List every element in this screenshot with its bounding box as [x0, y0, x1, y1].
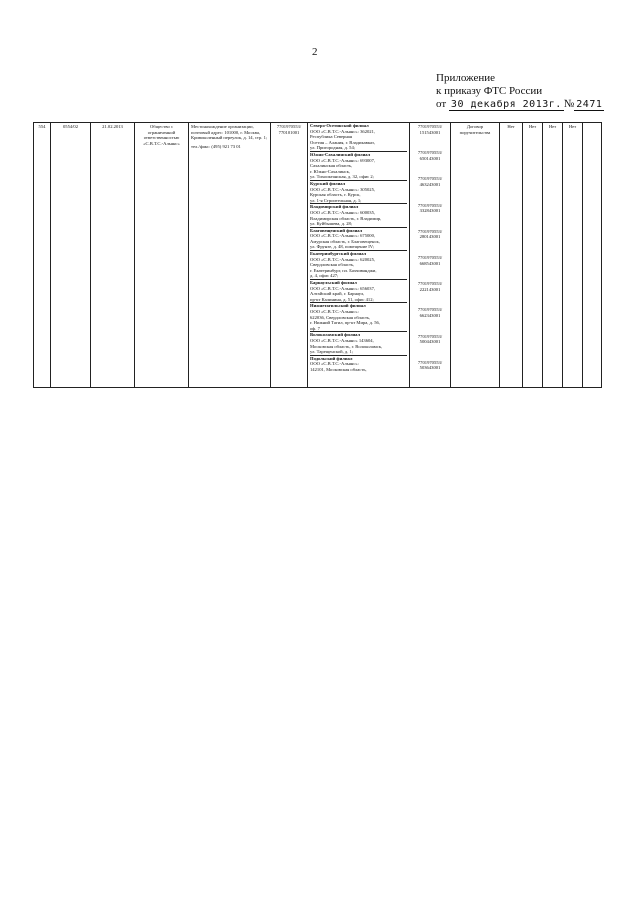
branch-address-line: ООО «С.В.Т.С.-Альянс»: — [310, 361, 359, 367]
cell-inn: 7701970553/ 770101001 — [271, 123, 308, 388]
cell-code: 0554/02 — [51, 123, 91, 388]
branch-address-line: Московская область, г. Волоколамск, — [310, 343, 383, 349]
branch-entry — [310, 123, 407, 151]
branch-address-line: ул. Куйбышева, д. 28; — [310, 221, 353, 227]
branch-address-line: Сахалинская область, — [310, 163, 353, 169]
table-row — [34, 123, 602, 388]
branch-inn: 7701970553/ 280143001 — [417, 228, 443, 240]
page-number: 2 — [312, 46, 318, 58]
branch-address-line: д. 4, офис 427; — [310, 273, 339, 279]
branch-address-line: ООО «С.В.Т.С.-Альянс»: 675000, — [310, 233, 376, 239]
branch-entry — [310, 250, 407, 279]
branch-name: Екатеринбургский филиал — [310, 251, 367, 257]
branch-inn-list — [412, 124, 448, 371]
branch-address-line: Владимирская область, г. Владимир, — [310, 215, 382, 221]
branch-name: Волоколамский филиал — [310, 332, 361, 338]
branch-address-line: 622036, Свердловская область, — [310, 314, 371, 320]
branch-address-line: Курская область, г. Курск, — [310, 192, 361, 198]
branch-address-line: ООО «С.В.Т.С.-Альянс»: 693007, — [310, 157, 376, 163]
cell-empty — [583, 123, 602, 388]
branch-address-line: Свердловская область, — [310, 262, 355, 268]
order-number: 2471 — [576, 99, 603, 110]
cell-branches — [308, 123, 410, 388]
branch-name: Барнаульский филиал — [310, 280, 357, 286]
branch-address-line: Амурская область, г. Благовещенск, — [310, 238, 380, 244]
branch-name: Южно-Сахалинский филиал — [310, 151, 371, 157]
branch-name: Курский филиал — [310, 180, 346, 186]
branch-entry — [310, 302, 407, 331]
branch-inn: 7701970553/ 662343001 — [417, 307, 443, 318]
cell-branch-inns — [410, 123, 451, 388]
branch-name: Подольский филиал — [310, 355, 353, 361]
registry-table-wrap — [33, 122, 601, 388]
registry-table — [33, 122, 602, 388]
order-date: 30 декабря 2013г. — [450, 99, 562, 110]
branch-address-line: 142101, Московская область, — [310, 366, 367, 372]
appendix-date-line — [436, 98, 604, 111]
number-prefix: № — [563, 98, 575, 110]
branch-entry — [310, 180, 407, 203]
branch-address-line: ул. 1-я Строительная, д. 1; — [310, 197, 362, 203]
branch-address-line: Осетия – Алания, г. Владикавказ, — [310, 139, 375, 145]
branch-address-line: Алтайский край, г. Барнаул, — [310, 291, 365, 297]
branch-entry — [310, 203, 407, 226]
branch-address-line: пр-кт Калинина, д. 51, офис 412; — [310, 296, 374, 302]
branch-address-line: г. Южно-Сахалинск, — [310, 168, 350, 174]
branch-address-line: ООО «С.В.Т.С.-Альянс»: 600035, — [310, 209, 376, 215]
branch-name: Владимирский филиал — [310, 204, 359, 210]
branch-address-line: ул. Тарещенской, д. 1; — [310, 349, 354, 355]
branch-inn: 7701970553/ 500443001 — [417, 333, 443, 345]
branch-name: Нижнетагильский филиал — [310, 303, 366, 309]
cell-date: 21.02.2013 — [91, 123, 135, 388]
cell-flag-c: Нет — [543, 123, 563, 388]
branch-name: Благовещенский филиал — [310, 227, 363, 233]
branch-address-line: ООО «С.В.Т.С.-Альянс»: 362021, — [310, 128, 376, 134]
cell-basis: Договор поручительства — [451, 123, 500, 388]
branch-address-line: ул. Тихоокеанская, д. 32, офис 2; — [310, 174, 374, 180]
branch-address-line: оф. 7 — [310, 325, 320, 331]
branch-address-line: ул. Пригородная, д. 54; — [310, 145, 356, 151]
appendix-order: к приказу ФТС России — [436, 85, 543, 97]
cell-index: 554 — [34, 123, 51, 388]
branch-address-line: ООО «С.В.Т.С.-Альянс»: 305025, — [310, 186, 376, 192]
branch-address-line: Республика Северная — [310, 134, 352, 140]
branch-entry — [310, 279, 407, 302]
appendix-header — [436, 72, 604, 111]
address-text: Местонахождение организации, почтовый адрес: 101000, г. Москва, Кривоколенный переулок, д. 14, стр. 1; — [191, 124, 268, 141]
branch-address-line: г. Нижний Тагил, пр-кт Мира, д. 56, — [310, 320, 380, 326]
cell-address — [189, 123, 271, 388]
branch-inn: 7701970553/ 650143001 — [417, 150, 443, 161]
branch-inn: 7701970553/ 668543001 — [417, 254, 443, 266]
branch-entry — [310, 355, 407, 373]
branch-list — [310, 123, 407, 373]
branch-address-line: ООО «С.В.Т.С.-Альянс»: — [310, 309, 359, 314]
branch-inn: 7701970553/ 151543001 — [417, 124, 443, 135]
branch-inn: 7701970553/ 463243001 — [417, 176, 443, 187]
branch-address-line: ул. Фрунзе, д. 48, помещение IV; — [310, 244, 375, 250]
branch-address-line: ООО «С.В.Т.С.-Альянс»: 656037, — [310, 285, 376, 291]
cell-flag-d: Нет — [563, 123, 583, 388]
branch-name: Северо-Осетинский филиал — [310, 123, 369, 128]
appendix-title: Приложение — [436, 72, 496, 84]
branch-address-line: ООО «С.В.Т.С.-Альянс»: 620025, — [310, 256, 376, 262]
branch-inn: 7701970553/ 222143001 — [417, 281, 443, 292]
cell-organization: Общество с ограниченной ответственностью «С.В.Т.С.-Альянс» — [135, 123, 189, 388]
phone-text: тел./факс: (495) 921 73 01 — [191, 143, 241, 149]
date-prefix: от — [436, 98, 447, 110]
branch-entry — [310, 151, 407, 180]
branch-inn: 7701970553/ 503643001 — [417, 359, 443, 371]
branch-address-line: ООО «С.В.Т.С.-Альянс» 143604, — [310, 337, 374, 343]
branch-entry — [310, 227, 407, 250]
branch-address-line: г. Екатеринбург, пл. Бахчиванджи, — [310, 267, 377, 273]
branch-inn: 7701970553/ 332843001 — [417, 202, 443, 214]
branch-entry — [310, 331, 407, 354]
cell-flag-a: Нет — [500, 123, 523, 388]
cell-flag-b: Нет — [523, 123, 543, 388]
